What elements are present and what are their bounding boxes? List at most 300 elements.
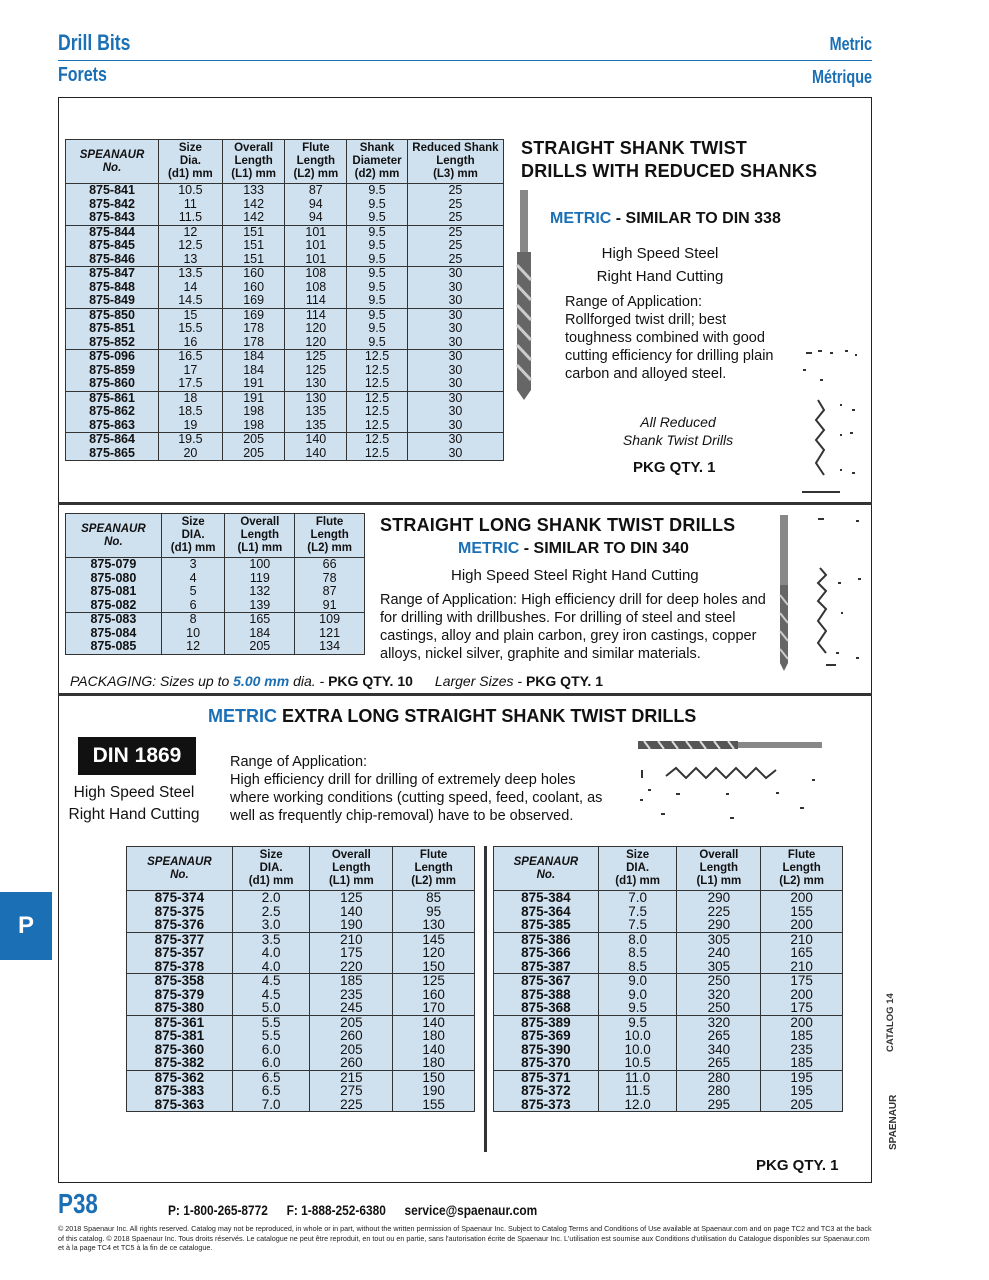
long-shank-table [65, 513, 365, 655]
table-cell: 7.0 [232, 1098, 310, 1112]
part-number: 875-362 [127, 1070, 233, 1084]
table-row [66, 585, 365, 599]
table-cell: 125 [285, 350, 347, 364]
col-header: Size Dia. (d1) mm [159, 140, 223, 184]
row-group [66, 391, 504, 433]
steel-type: High Speed Steel [73, 784, 195, 801]
part-number: 875-378 [127, 960, 233, 974]
table-cell: 85 [393, 891, 475, 905]
table-row [494, 974, 843, 988]
application-range [230, 753, 615, 825]
table-cell: 160 [222, 281, 285, 295]
col-header: Overall Length (L1) mm [225, 514, 295, 558]
col-header: Flute Length (L2) mm [393, 847, 475, 891]
part-number: 875-381 [127, 1029, 233, 1043]
extra-long-table-right [493, 846, 843, 1112]
table-row [66, 294, 504, 308]
table-cell: 9.5 [347, 253, 408, 267]
brand-label: SPAENAUR [888, 1094, 899, 1150]
table-row [127, 905, 475, 919]
table-cell: 165 [225, 613, 295, 627]
table-cell: 87 [285, 184, 347, 198]
table-cell: 120 [285, 336, 347, 350]
table-row [494, 1015, 843, 1029]
table-cell: 9.5 [347, 294, 408, 308]
table-cell: 185 [761, 1029, 843, 1043]
table-row [66, 627, 365, 641]
packaging-dia: dia. - [289, 673, 329, 689]
part-number: 875-847 [66, 267, 159, 281]
part-number: 875-385 [494, 918, 599, 932]
table-cell: 5 [161, 585, 225, 599]
table-cell: 134 [295, 640, 365, 654]
table-cell: 6 [161, 599, 225, 613]
table-cell: 184 [225, 627, 295, 641]
table-cell: 8 [161, 613, 225, 627]
table-cell: 30 [407, 322, 503, 336]
table-cell: 3.5 [232, 932, 310, 946]
table-row [66, 447, 504, 461]
part-number: 875-860 [66, 377, 159, 391]
table-row [127, 918, 475, 932]
table-cell: 220 [310, 960, 393, 974]
part-number: 875-374 [127, 891, 233, 905]
drill-diagram-image [800, 345, 865, 495]
table-cell: 25 [407, 198, 503, 212]
packaging-larger: Larger Sizes - [434, 673, 526, 689]
table-row [66, 391, 504, 405]
row-group [127, 932, 475, 974]
cutting-direction: Right Hand Cutting [596, 268, 724, 285]
table-cell: 160 [222, 267, 285, 281]
part-number: 875-370 [494, 1056, 599, 1070]
table-cell: 130 [393, 918, 475, 932]
col-header: Size DIA. (d1) mm [161, 514, 225, 558]
table-row [66, 572, 365, 586]
legal-text: © 2018 Spaenaur Inc. All rights reserved. Catalog may not be reproduced, in whole or in part, without the written permission of Spaenaur Inc. Subject to Catalog Terms and Conditions of Use available at Spaenaur.com and on page TC2 and TC3 at the back of this catalog. © 2018 Spaenaur Inc. Tous droits réservés. Le catalogue ne peut être reproduit, en tout ou en partie, sans l'autorisation écrite de Spaenaur Inc. L'utilisation est soumise aux Conditions d'utilisation du Catalogue disponibles sur Spaenaur.com et à la page TC4 et TC5 à la fin de ce catalogue. [58, 1224, 872, 1252]
table-cell: 142 [222, 211, 285, 225]
table-row [66, 308, 504, 322]
part-number: 875-863 [66, 419, 159, 433]
part-number: 875-357 [127, 946, 233, 960]
table-cell: 11.0 [598, 1070, 677, 1084]
table-row [66, 322, 504, 336]
table-row [66, 336, 504, 350]
col-header: Size DIA. (d1) mm [232, 847, 310, 891]
part-number: 875-379 [127, 988, 233, 1002]
table-cell: 101 [285, 253, 347, 267]
table-row [494, 932, 843, 946]
table-row [66, 225, 504, 239]
part-number: 875-373 [494, 1098, 599, 1112]
table-cell: 235 [310, 988, 393, 1002]
table-cell: 8.0 [598, 932, 677, 946]
metric-label: METRIC [550, 210, 612, 227]
table-cell: 10 [161, 627, 225, 641]
email-link[interactable]: service@spaenaur.com [404, 1202, 538, 1218]
table-cell: 184 [222, 350, 285, 364]
metric-label: METRIC [458, 540, 520, 557]
table-cell: 215 [310, 1070, 393, 1084]
part-number: 875-358 [127, 974, 233, 988]
table-cell: 4.0 [232, 946, 310, 960]
steel-type: High Speed Steel [601, 245, 719, 262]
row-group [66, 350, 504, 392]
row-group [494, 1070, 843, 1112]
table-cell: 305 [677, 960, 761, 974]
table-cell: 25 [407, 184, 503, 198]
header-rule [58, 60, 872, 61]
pkg-qty: PKG QTY. 10 [328, 673, 413, 689]
table-row [127, 1001, 475, 1015]
row-group [494, 974, 843, 1016]
part-number: 875-367 [494, 974, 599, 988]
section-title: STRAIGHT LONG SHANK TWIST DRILLS [380, 515, 736, 535]
table-cell: 280 [677, 1084, 761, 1098]
table-cell: 94 [285, 198, 347, 212]
table-row [66, 184, 504, 198]
part-number: 875-382 [127, 1056, 233, 1070]
table-cell: 11 [159, 198, 223, 212]
table-cell: 12.5 [159, 239, 223, 253]
table-cell: 198 [222, 405, 285, 419]
table-cell: 25 [407, 239, 503, 253]
table-cell: 125 [310, 891, 393, 905]
table-cell: 9.5 [347, 184, 408, 198]
material-spec: High Speed Steel Right Hand Cutting [451, 567, 699, 584]
col-header: Overall Length (L1) mm [677, 847, 761, 891]
note [598, 413, 758, 449]
packaging-label: PACKAGING: Sizes up to [70, 673, 234, 689]
table-cell: 5.5 [232, 1029, 310, 1043]
table-cell: 9.5 [347, 267, 408, 281]
fax[interactable]: F: 1-888-252-6380 [286, 1202, 386, 1218]
table-cell: 175 [761, 974, 843, 988]
table-cell: 150 [393, 960, 475, 974]
table-cell: 7.5 [598, 905, 677, 919]
part-number: 875-082 [66, 599, 162, 613]
table-cell: 265 [677, 1029, 761, 1043]
table-cell: 260 [310, 1029, 393, 1043]
table-row [127, 891, 475, 905]
table-cell: 114 [285, 308, 347, 322]
table-cell: 12.5 [347, 447, 408, 461]
row-group [127, 974, 475, 1016]
table-cell: 9.5 [347, 211, 408, 225]
din-badge: DIN 1869 [78, 737, 196, 775]
table-cell: 200 [761, 891, 843, 905]
col-header: SPEANAUR No. [66, 140, 159, 184]
table-row [127, 1056, 475, 1070]
table-cell: 30 [407, 308, 503, 322]
part-number: 875-861 [66, 391, 159, 405]
application-range [565, 293, 780, 383]
table-cell: 140 [285, 433, 347, 447]
contact-line [168, 1202, 537, 1218]
table-row [66, 377, 504, 391]
col-header: Size DIA. (d1) mm [598, 847, 677, 891]
table-row [494, 918, 843, 932]
similar-label: - SIMILAR TO DIN 340 [519, 540, 689, 557]
table-cell: 100 [225, 558, 295, 572]
table-cell: 178 [222, 322, 285, 336]
table-cell: 151 [222, 225, 285, 239]
row-group [66, 613, 365, 655]
part-number: 875-864 [66, 433, 159, 447]
part-number: 875-852 [66, 336, 159, 350]
table-row [66, 198, 504, 212]
part-number: 875-390 [494, 1043, 599, 1057]
part-number: 875-361 [127, 1015, 233, 1029]
part-number: 875-383 [127, 1084, 233, 1098]
table-row [66, 267, 504, 281]
table-cell: 139 [225, 599, 295, 613]
table-row [127, 1043, 475, 1057]
table-cell: 184 [222, 364, 285, 378]
table-cell: 205 [761, 1098, 843, 1112]
din-reference [458, 540, 689, 558]
table-row [127, 1098, 475, 1112]
table-cell: 240 [677, 946, 761, 960]
table-row [494, 1043, 843, 1057]
table-row [66, 640, 365, 654]
row-group [494, 932, 843, 974]
table-cell: 190 [310, 918, 393, 932]
table-cell: 175 [310, 946, 393, 960]
table-row [66, 350, 504, 364]
table-cell: 30 [407, 267, 503, 281]
table-cell: 12.5 [347, 433, 408, 447]
table-cell: 9.5 [347, 239, 408, 253]
extra-long-drill-image [636, 738, 826, 830]
pkg-qty: PKG QTY. 1 [525, 673, 603, 689]
table-cell: 6.5 [232, 1070, 310, 1084]
table-cell: 9.5 [347, 281, 408, 295]
table-cell: 12.5 [347, 364, 408, 378]
table-cell: 170 [393, 1001, 475, 1015]
table-cell: 4 [161, 572, 225, 586]
table-cell: 155 [393, 1098, 475, 1112]
note-line: All Reduced [640, 414, 716, 430]
table-cell: 250 [677, 974, 761, 988]
part-number: 875-845 [66, 239, 159, 253]
table-cell: 235 [761, 1043, 843, 1057]
table-cell: 225 [677, 905, 761, 919]
part-number: 875-081 [66, 585, 162, 599]
table-cell: 130 [285, 377, 347, 391]
table-cell: 12.5 [347, 350, 408, 364]
table-cell: 13 [159, 253, 223, 267]
row-group [127, 1015, 475, 1070]
row-group [127, 1070, 475, 1112]
table-cell: 19 [159, 419, 223, 433]
packaging-note [70, 673, 603, 689]
row-group [66, 558, 365, 613]
part-number: 875-371 [494, 1070, 599, 1084]
table-cell: 180 [393, 1056, 475, 1070]
table-cell: 280 [677, 1070, 761, 1084]
table-cell: 140 [393, 1015, 475, 1029]
table-cell: 275 [310, 1084, 393, 1098]
table-cell: 245 [310, 1001, 393, 1015]
table-cell: 8.5 [598, 960, 677, 974]
part-number: 875-079 [66, 558, 162, 572]
part-number: 875-862 [66, 405, 159, 419]
table-row [66, 433, 504, 447]
table-cell: 4.5 [232, 974, 310, 988]
reduced-shank-table [65, 139, 504, 461]
table-cell: 132 [225, 585, 295, 599]
table-cell: 9.5 [347, 336, 408, 350]
table-cell: 205 [310, 1015, 393, 1029]
table-cell: 9.5 [347, 225, 408, 239]
table-cell: 17 [159, 364, 223, 378]
part-number: 875-844 [66, 225, 159, 239]
table-cell: 16 [159, 336, 223, 350]
table-cell: 91 [295, 599, 365, 613]
cutting-direction: Right Hand Cutting [68, 806, 200, 823]
col-header: Shank Diameter (d2) mm [347, 140, 408, 184]
material-spec [560, 242, 760, 288]
table-row [66, 211, 504, 225]
table-cell: 8.5 [598, 946, 677, 960]
table-cell: 11.5 [598, 1084, 677, 1098]
part-number: 875-865 [66, 447, 159, 461]
table-row [127, 1084, 475, 1098]
table-cell: 125 [393, 974, 475, 988]
table-cell: 10.5 [598, 1056, 677, 1070]
title-line: DRILLS WITH REDUCED SHANKS [521, 161, 818, 181]
table-row [127, 946, 475, 960]
table-cell: 108 [285, 267, 347, 281]
row-group [66, 225, 504, 267]
table-cell: 12.5 [347, 405, 408, 419]
table-row [494, 988, 843, 1002]
part-number: 875-368 [494, 1001, 599, 1015]
part-number: 875-843 [66, 211, 159, 225]
part-number: 875-375 [127, 905, 233, 919]
material-spec [58, 782, 210, 826]
table-cell: 205 [225, 640, 295, 654]
col-header: Flute Length (L2) mm [295, 514, 365, 558]
table-cell: 87 [295, 585, 365, 599]
table-cell: 12.5 [347, 419, 408, 433]
section-tab[interactable]: P [0, 892, 52, 960]
part-number: 875-851 [66, 322, 159, 336]
table-cell: 150 [393, 1070, 475, 1084]
table-cell: 130 [285, 391, 347, 405]
part-number: 875-080 [66, 572, 162, 586]
table-cell: 290 [677, 918, 761, 932]
row-group [66, 308, 504, 350]
table-row [127, 960, 475, 974]
table-cell: 195 [761, 1070, 843, 1084]
table-cell: 30 [407, 419, 503, 433]
table-cell: 30 [407, 350, 503, 364]
part-number: 875-388 [494, 988, 599, 1002]
table-row [66, 253, 504, 267]
table-row [127, 1070, 475, 1084]
table-cell: 95 [393, 905, 475, 919]
table-cell: 10.0 [598, 1043, 677, 1057]
part-number: 875-850 [66, 308, 159, 322]
table-cell: 133 [222, 184, 285, 198]
phone[interactable]: P: 1-800-265-8772 [168, 1202, 268, 1218]
table-cell: 6.5 [232, 1084, 310, 1098]
part-number: 875-848 [66, 281, 159, 295]
table-cell: 320 [677, 1015, 761, 1029]
table-cell: 165 [761, 946, 843, 960]
category-label-fr: Métrique [811, 67, 872, 87]
table-cell: 18.5 [159, 405, 223, 419]
table-row [127, 1029, 475, 1043]
table-cell: 2.0 [232, 891, 310, 905]
table-cell: 140 [310, 905, 393, 919]
table-cell: 30 [407, 364, 503, 378]
row-group [66, 184, 504, 226]
table-cell: 30 [407, 447, 503, 461]
table-cell: 3 [161, 558, 225, 572]
part-number: 875-376 [127, 918, 233, 932]
col-header: SPEANAUR No. [127, 847, 233, 891]
table-cell: 14.5 [159, 294, 223, 308]
part-number: 875-849 [66, 294, 159, 308]
table-cell: 9.5 [347, 322, 408, 336]
table-cell: 200 [761, 1015, 843, 1029]
part-number: 875-386 [494, 932, 599, 946]
table-cell: 175 [761, 1001, 843, 1015]
table-cell: 5.5 [232, 1015, 310, 1029]
catalog-label: CATALOG 14 [885, 993, 896, 1052]
table-row [66, 419, 504, 433]
table-cell: 7.0 [598, 891, 677, 905]
table-divider [484, 846, 487, 1152]
table-cell: 6.0 [232, 1056, 310, 1070]
table-cell: 180 [393, 1029, 475, 1043]
table-row [494, 891, 843, 905]
page-title: Drill Bits [58, 30, 131, 55]
similar-label: - SIMILAR TO DIN 338 [611, 210, 781, 227]
table-row [494, 1084, 843, 1098]
table-cell: 205 [222, 447, 285, 461]
reduced-shank-drill-image [512, 190, 536, 400]
pkg-qty: PKG QTY. 1 [756, 1157, 839, 1174]
title-line: STRAIGHT SHANK TWIST [521, 138, 747, 158]
table-cell: 30 [407, 433, 503, 447]
table-row [66, 405, 504, 419]
table-cell: 198 [222, 419, 285, 433]
range-text: Rollforged twist drill; best toughness combined with good cutting efficiency for drilling plain carbon and alloyed steel. [565, 312, 774, 382]
table-cell: 109 [295, 613, 365, 627]
table-cell: 119 [225, 572, 295, 586]
table-cell: 12.0 [598, 1098, 677, 1112]
table-cell: 191 [222, 377, 285, 391]
table-cell: 140 [285, 447, 347, 461]
long-shank-drill-image [776, 513, 866, 673]
section-divider [58, 502, 872, 505]
col-header: SPEANAUR No. [66, 514, 162, 558]
table-row [127, 988, 475, 1002]
table-row [494, 1098, 843, 1112]
row-group [127, 891, 475, 933]
table-cell: 250 [677, 1001, 761, 1015]
table-cell: 4.5 [232, 988, 310, 1002]
section-title [208, 706, 696, 727]
table-row [66, 364, 504, 378]
range-label: Range of Application: [565, 294, 703, 310]
part-number: 875-360 [127, 1043, 233, 1057]
table-cell: 18 [159, 391, 223, 405]
